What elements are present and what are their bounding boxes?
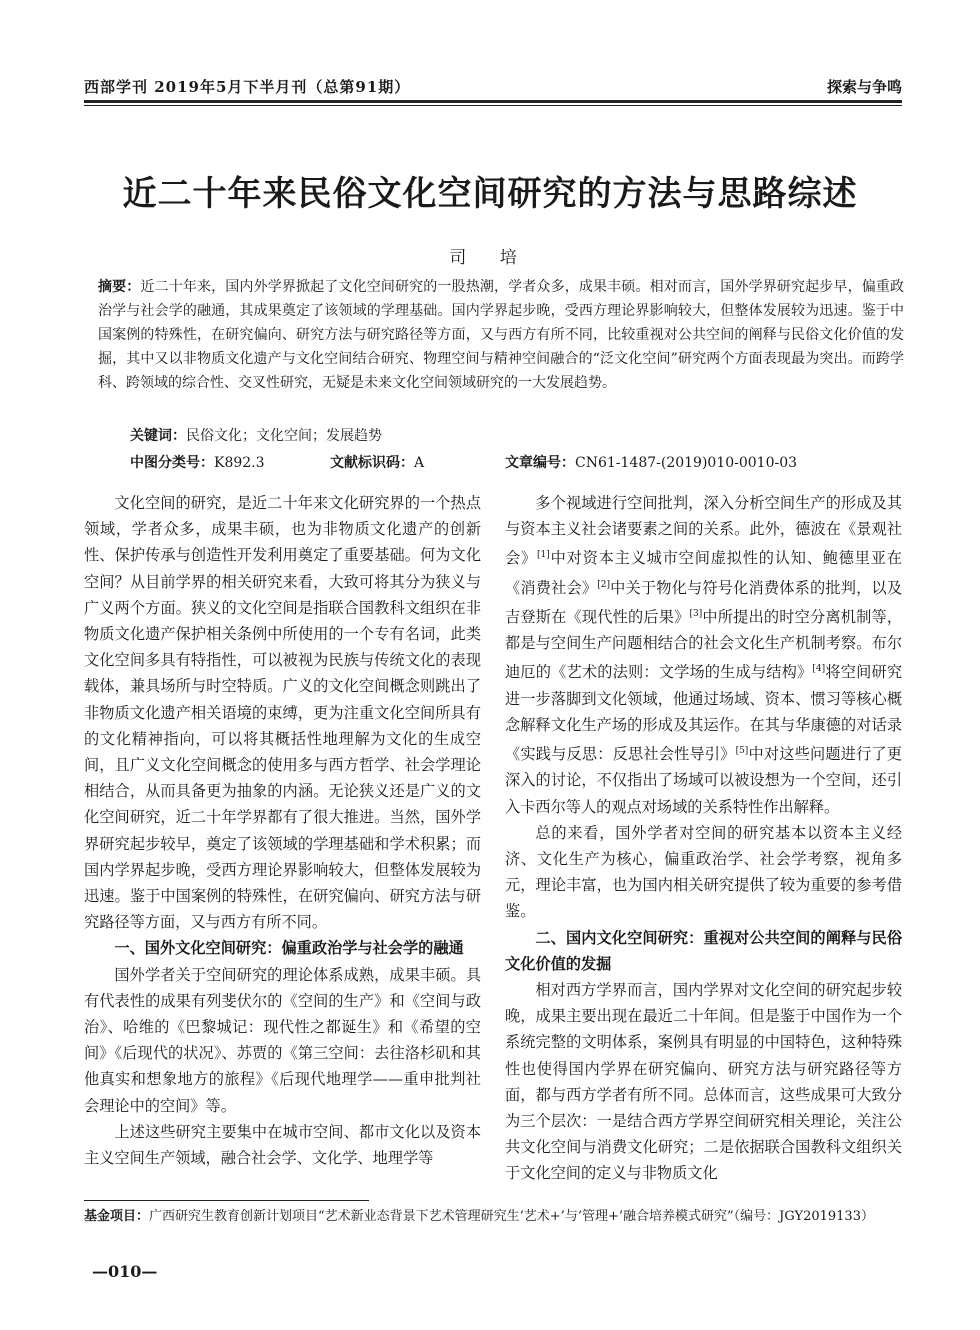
page-number: —010—: [92, 1262, 158, 1281]
footnote-text: 广西研究生教育创新计划项目“艺术新业态背景下艺术管理研究生‘艺术+’与‘管理+’融合培养模式研究”（编号：JGY2019133）: [149, 1209, 874, 1224]
body-paragraph: 总的来看，国外学者对空间的研究基本以资本主义经济、文化生产为核心，偏重政治学、社会学考察，视角多元，理论丰富，也为国内相关研究提供了较为重要的参考借鉴。: [505, 823, 902, 921]
text-run: 中对资本主义城市空间虚拟性的认知、鲍德里亚在《消费社会》: [505, 549, 903, 597]
footnote-label: 基金项目：: [84, 1209, 150, 1224]
document-code-value: A: [414, 455, 425, 471]
text-run: 中对这些问题进行了更深入的讨论，不仅指出了场域可以被设想为一个空间，还引入卡西尔等人的观点对场域的关系特性作出解释。: [505, 745, 903, 816]
header-rule-thick: [84, 100, 902, 103]
keywords-label: 关键词：: [130, 428, 186, 444]
abstract-text: 近二十年来，国内外学界掀起了文化空间研究的一股热潮，学者众多，成果丰硕。相对而言，国外学界研究起步早，偏重政治学与社会学的融通，其成果奠定了该领域的学理基础。国内学界起步晚，受西方理论界影响较大，但整体发展较为迅速。鉴于中国案例的特殊性，在研究偏向、研究方法与研究路径等方面，又与西方有所不同，比较重视对公共空间的阐释与民俗文化价值的发掘，其中又以非物质文化遗产与文化空间结合研究、物理空间与精神空间融合的“泛文化空间”研究两个方面表现最为突出。而跨学科、跨领域的综合性、交叉性研究，无疑是未来文化空间领域研究的一大发展趋势。: [98, 279, 905, 391]
classification-number: [130, 452, 265, 474]
classification-value: K892.3: [214, 455, 265, 471]
document-code-label: 文献标识码：: [330, 455, 414, 471]
citation-ref: [1]: [537, 550, 550, 561]
keywords: [130, 425, 830, 447]
article-title: 近二十年来民俗文化空间研究的方法与思路综述: [122, 174, 858, 214]
body-paragraph: 上述这些研究主要集中在城市空间、都市文化以及资本主义空间生产领域，融合社会学、文化学、地理学等: [84, 1122, 481, 1168]
column-name: 探索与争鸣: [826, 78, 902, 96]
footnote-rule: [84, 1200, 369, 1201]
journal-issue: 西部学刊 2019年5月下半月刊（总第91期）: [84, 78, 411, 96]
running-header: [84, 76, 902, 98]
citation-ref: [3]: [689, 608, 703, 619]
citation-ref: [4]: [812, 664, 826, 675]
text-run: 将空间研究进一步落脚到文化领域，他通过场域、资本、惯习等核心概念解释文化生产场的形成及其运作。在其与华康德的对话录《实践与反思：反思社会性导引》: [505, 663, 903, 764]
section-heading-2: 二、国内文化空间研究：重视对公共空间的阐释与民俗文化价值的发掘: [505, 928, 902, 973]
article-number-value: CN61-1487-(2019)010-0010-03: [575, 455, 798, 471]
abstract: [98, 275, 904, 395]
footnote: [84, 1207, 902, 1227]
header-rule-thin: [84, 105, 902, 106]
body-paragraph: [505, 490, 902, 820]
author: 司 培: [449, 248, 531, 268]
text-run: 中所提出的时空分离机制等，都是与空间生产问题相结合的社会文化生产机制考察。布尔迪厄的《艺术的法则：文学场的生成与结构》: [505, 608, 903, 682]
citation-ref: [5]: [735, 746, 749, 757]
text-run: 多个视域进行空间批判，深入分析空间生产的形成及其与资本主义社会诸要素之间的关系。此外，德波在《景观社会》: [505, 494, 902, 568]
keywords-text: 民俗文化；文化空间；发展趋势: [186, 428, 382, 444]
section-heading-1: 一、国外文化空间研究：偏重政治学与社会学的融通: [114, 939, 464, 958]
citation-ref: [2]: [597, 579, 610, 590]
classification-label: 中图分类号：: [130, 455, 214, 471]
body-column-left: [84, 490, 481, 1171]
body-column-right: [505, 490, 902, 1187]
document-code: [330, 452, 424, 474]
article-number: [505, 452, 797, 474]
body-paragraph: 相对西方学界而言，国内学界对文化空间的研究起步较晚，成果主要出现在最近二十年间。但是鉴于中国作为一个系统完整的文明体系，案例具有明显的中国特色，这种特殊性也使得国内学界在研究偏向、研究方法与研究路径等方面，都与西方学者有所不同。总体而言，这些成果可大致分为三个层次：一是结合西方学界空间研究相关理论，关注公共文化空间与消费文化研究；二是依据联合国教科文组织关于文化空间的定义与非物质文化: [505, 980, 902, 1183]
text-run: 中关于物化与符号化消费体系的批判，以及吉登斯在《现代性的后果》: [505, 578, 903, 626]
article-number-label: 文章编号：: [505, 455, 575, 471]
abstract-label: 摘要：: [98, 279, 141, 295]
body-paragraph: 文化空间的研究，是近二十年来文化研究界的一个热点领域，学者众多，成果丰硕，也为非物质文化遗产的创新性、保护传承与创造性开发利用奠定了重要基础。何为文化空间？从目前学界的相关研究来看，大致可将其分为狭义与广义两个方面。狭义的文化空间是指联合国教科文组织在非物质文化遗产保护相关条例中所使用的一个专有名词，此类文化空间多具有特指性，可以被视为民族与传统文化的表现载体，兼具场所与时空特质。广义的文化空间概念则跳出了非物质文化遗产相关语境的束缚，更为注重文化空间所具有的文化精神指向，可以将其概括性地理解为文化的生成空间，且广义文化空间概念的使用多与西方哲学、社会学理论相结合，从而具备更为抽象的内涵。无论狭义还是广义的文化空间研究，近二十年学界都有了很大推进。当然，国外学界研究起步较早，奠定了该领域的学理基础和学术积累；而国内学界起步晚，受西方理论界影响较大，但整体发展较为迅速。鉴于中国案例的特殊性，在研究偏向、研究方法与研究路径等方面，又与西方有所不同。: [84, 494, 481, 932]
body-paragraph: 国外学者关于空间研究的理论体系成熟，成果丰硕。具有代表性的成果有列斐伏尔的《空间的生产》和《空间与政治》、哈维的《巴黎城记：现代性之都诞生》和《希望的空间》《后现代的状况》、苏贾的《第三空间：去往洛杉矶和其他真实和想象地方的旅程》《后现代地理学——重申批判社会理论中的空间》等。: [84, 965, 481, 1115]
